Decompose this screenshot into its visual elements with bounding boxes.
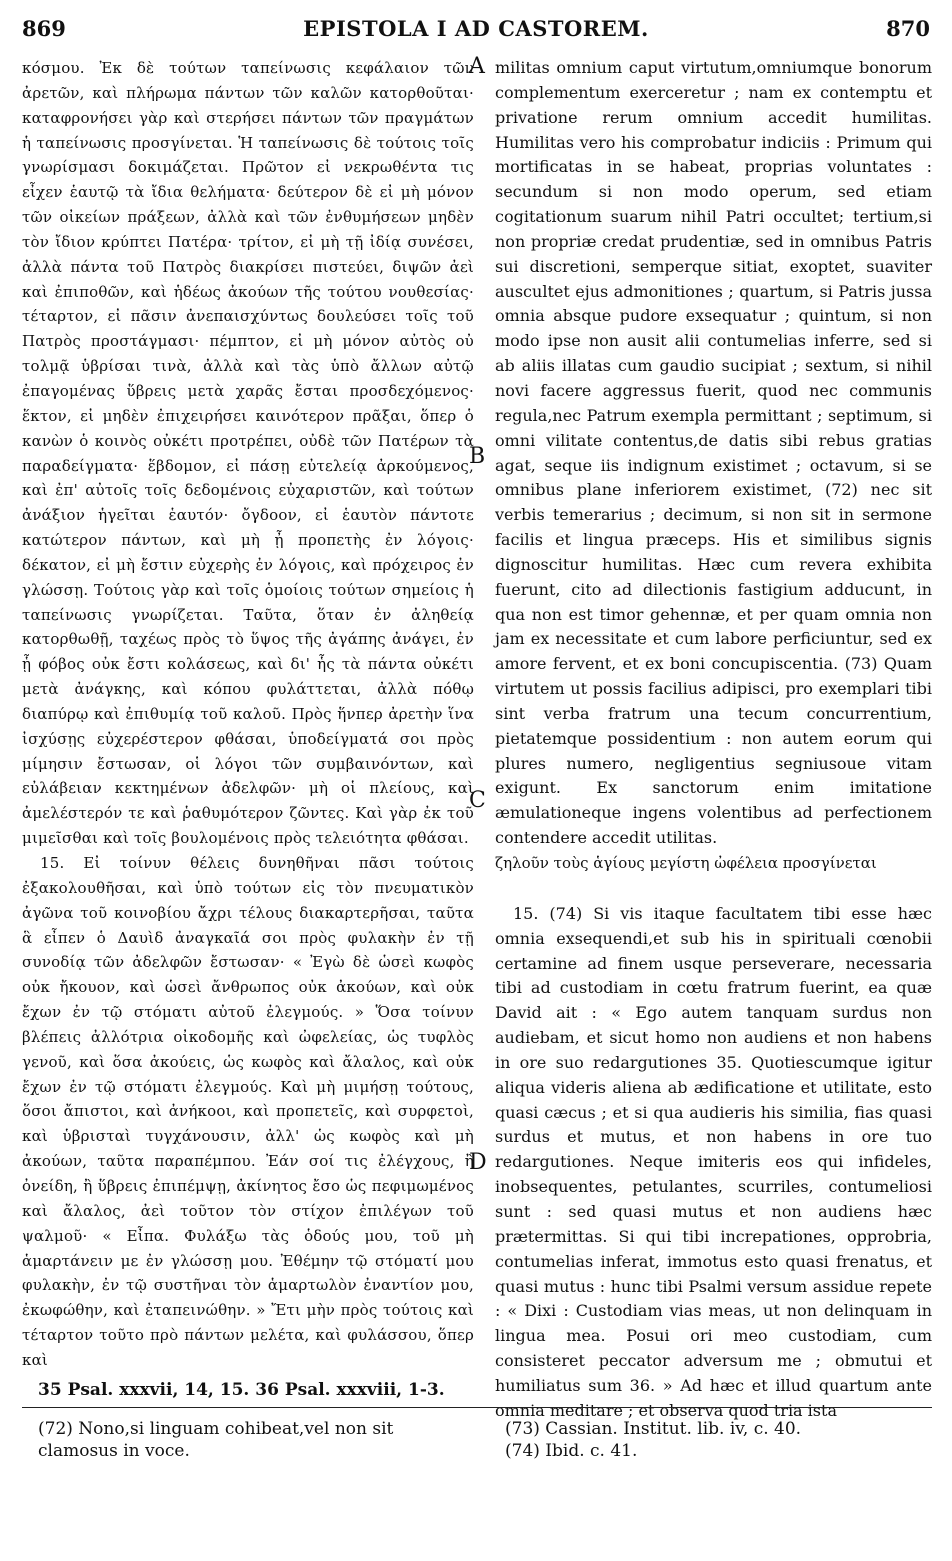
latin-greek-line: ζηλοῦν τοὺς ἁγίους μεγίστη ὠφέλεια προσγίνεται xyxy=(495,854,877,872)
running-header xyxy=(0,16,952,46)
greek-column xyxy=(22,56,474,1373)
margin-marker-d: D xyxy=(469,1150,487,1175)
footnote-74: (74) Ibid. c. 41. xyxy=(505,1441,638,1461)
footnote-73: (73) Cassian. Institut. lib. iv, c. 40. xyxy=(505,1419,802,1439)
page-number-left: 869 xyxy=(22,16,66,41)
margin-marker-a: A xyxy=(469,54,485,79)
greek-paragraph-2: 15. Εἰ τοίνυν θέλεις δυνηθῆναι πᾶσι τούτοις ἐξακολουθῆσαι, καὶ ὑπὸ τούτων εἰς τὸν πνευματικὸν ἀγῶνα τοῦ κοινοβίου ἄχρι τέλους διακαρτερῆσαι, ταῦτα ἃ εἶπεν ὁ Δαυὶδ ἀναγκαῖά σοι πρὸς φυλακὴν ἐν τῇ συνοδίᾳ τῶν ἀδελφῶν ἔστωσαν· « Ἐγὼ δὲ ὡσεὶ κωφὸς οὐκ ἤκουον, καὶ ὡσεὶ ἄνθρωπος οὐκ ἀκούων, καὶ οὐκ ἔχων ἐν τῷ στόματι αὐτοῦ ἐλεγμούς. » Ὅσα τοίνυν βλέπεις ἀλλότρια οἰκοδομῆς καὶ ὠφελείας, ὡς τυφλὸς γενοῦ, καὶ ὅσα ἀκούεις, ὡς κωφὸς καὶ ἄλαλος, καὶ οὐκ ἔχων ἐν τῷ στόματι ἐλεγμούς. Καὶ μὴ μιμήσῃ τούτους, ὅσοι ἄπιστοι, καὶ ἀνήκοοι, καὶ προπετεῖς, καὶ συρφετοὶ, καὶ ὑβρισταὶ τυγχάνουσιν, ἀλλ' ὡς κωφὸς καὶ μὴ ἀκούων, ταῦτα παραπέμπου. Ἐάν σοί τις ἐλέγχους, ἢ ὀνείδη, ἢ ὕβρεις ἐπιπέμψῃ, ἀκίνητος ἔσο ὡς πεφιμωμένος καὶ ἄλαλος, ἀεὶ τοῦτον τὸν στίχον ἐπιλέγων τοῦ ψαλμοῦ· « Εἶπα. Φυλάξω τὰς ὁδούς μου, τοῦ μὴ ἁμαρτάνειν με ἐν γλώσσῃ μου. Ἐθέμην τῷ στόματί μου φυλακὴν, ἐν τῷ συστῆναι τὸν ἁμαρτωλὸν ἐναντίον μου, ἐκωφώθην, καὶ ἐταπεινώθην. » Ἔτι μὴν πρὸς τούτοις καὶ τέταρτον τοῦτο πρὸ πάντων μελέτα, καὶ φυλάσσου, ὅπερ καὶ xyxy=(22,854,474,1369)
latin-paragraph-1: militas omnium caput virtutum,omniumque bonorum complementum exerceretur ; nam ex contemptu et privatione rerum omnium accedit humilitas. Humilitas vero his comprobatur indiciis : Primum qui mortificatas in se habeat, proprias voluntates : secundum si non modo operum, sed etiam cogitationum suarum nihil Patri occultet; tertium,si non propriæ credat prudentiæ, sed in omnibus Patris sui discretioni, semperque sitiat, exoptet, suaviter auscultet ejus admonitiones ; quartum, si Patris jussa omnia absque pudore exsequatur ; quintum, si non modo ipse non ausit alii contumelias inferre, sed si ab aliis illatas cum gaudio sucipiat ; sextum, si nihil novi facere aggressus fuerit, quod nec communis regula,nec Patrum exempla permittant ; septimum, si omni vilitate contentus,de datis sibi rebus gratias agat, seque iis indignum existimet ; octavum, si se omnibus plane inferiorem existimet, (72) nec sit verbis temerarius ; decimum, si non sit in sermone facilis et lingua præceps. His et similibus signis dignoscitur humilitas. Hæc cum revera exhibita fuerunt, cito ad dilectionis fastigium adducunt, in qua non est timor gehennæ, et per quam omnia non jam ex necessitate et cum labore perficiuntur, sed ex amore fervent, et ex boni concupiscentia. (73) Quam virtutem ut possis facilius adipisci, pro exemplari tibi sint verba fratrum una tecum concurrentium, pietatemque possidentium : non autem eorum qui plures numero, negligentius segniusoue vitam exigunt. Ex sanctorum enim imitatione æmulationeque ingens volentibus ad perfectionem contendere accedit utilitas. xyxy=(495,58,932,848)
footnotes-left xyxy=(38,1418,468,1462)
latin-paragraph-2: 15. (74) Si vis itaque facultatem tibi esse hæc omnia exsequendi,et sub his in spirituali cœnobii certamine ad finem usque perseverare, necessaria tibi ad custodiam in cœtu fratrum fuerint, ea quæ David ait : « Ego autem tanquam surdus non audiebam, et sicut homo non audiens et non habens in ore suo redargutiones 35. Quotiescumque igitur aliqua videris aliena ab ædificatione et utilitate, esto quasi cæcus ; et si qua audieris his similia, fias quasi surdus et mutus, et non habens in ore tuo redargutiones. Neque imiteris eos qui infideles, inobsequentes, petulantes, scurriles, contumeliosi sunt : sed quasi mutus et non audiens hæc prætermittas. Si qui tibi increpationes, opprobria, contumelias inferat, immotus esto quasi frenatus, et quasi mutus : hunc tibi Psalmi versum assidue repete : « Dixi : Custodiam vias meas, ut non delinquam in lingua mea. Posui ori meo custodiam, cum consisteret peccator adversum me ; obmutui et humiliatus sum 36. » Ad hæc et illud quartum ante omnia meditare ; et observa quod tria ista xyxy=(495,903,932,1420)
greek-paragraph-1: κόσμου. Ἐκ δὲ τούτων ταπείνωσις κεφάλαιον τῶν ἀρετῶν, καὶ πλήρωμα πάντων τῶν καλῶν κατορθοῦται· καταφρονήσει γὰρ καὶ στερήσει πάντων τῶν πραγμάτων ἡ ταπείνωσις προσγίνεται. Ἡ ταπείνωσις δὲ τούτοις τοῖς γνωρίσμασι δοκιμάζεται. Πρῶτον εἰ νεκρωθέντα τις εἶχεν ἑαυτῷ τὰ ἴδια θελήματα· δεύτερον δὲ εἰ μὴ μόνον τῶν οἰκείων πράξεων, ἀλλὰ καὶ τῶν ἐνθυμήσεων μηδὲν τὸν ἴδιον κρύπτει Πατέρα· τρίτον, εἰ μὴ τῇ ἰδίᾳ συνέσει, ἀλλὰ πάντα τοῦ Πατρὸς διακρίσει πιστεύει, διψῶν ἀεὶ καὶ ἐπιποθῶν, καὶ ἡδέως ἀκούων τῆς τούτου νουθεσίας· τέταρτον, εἰ πᾶσιν ἀνεπαισχύντως δουλεύσει τοῖς τοῦ Πατρὸς προστάγμασι· πέμπτον, εἰ μὴ μόνον αὐτὸς οὐ τολμᾷ ὑβρίσαι τινὰ, ἀλλὰ καὶ τὰς ὑπὸ ἄλλων αὐτῷ ἐπαγομένας ὕβρεις μετὰ χαρᾶς ἔσται προσδεχόμενος· ἕκτον, εἰ μηδὲν ἐπιχειρήσει καινότερον πρᾶξαι, ὅπερ ὁ κανὼν ὁ κοινὸς οὐκέτι προτρέπει, οὐδὲ τῶν Πατέρων τὰ παραδείγματα· ἕβδομον, εἰ πάσῃ εὐτελείᾳ ἀρκούμενος, καὶ ἐπ' αὐτοῖς τοῖς δεδομένοις εὐχαριστῶν, καὶ τούτων ἀνάξιον ἡγεῖται ἑαυτόν· ὄγδοον, εἰ ἑαυτὸν πάντοτε κατώτερον πάντων, καὶ μὴ ᾖ προπετὴς ἐν λόγοις· δέκατον, εἰ μὴ ἔστιν εὐχερὴς ἐν λόγοις, καὶ πρόχειρος ἐν γλώσσῃ. Τούτοις γὰρ καὶ τοῖς ὁμοίοις τούτων σημείοις ἡ ταπείνωσις γνωρίζεται. Ταῦτα, ὅταν ἐν ἀληθείᾳ κατορθωθῇ, ταχέως πρὸς τὸ ὕψος τῆς ἀγάπης ἀνάγει, ἐν ᾗ φόβος οὐκ ἔστι κολάσεως, καὶ δι' ἧς τὰ πάντα οὐκέτι μετὰ ἀνάγκης, καὶ κόπου φυλάττεται, ἀλλὰ πόθῳ διαπύρῳ καὶ ἐπιθυμίᾳ τοῦ καλοῦ. Πρὸς ἥνπερ ἀρετὴν ἵνα ἰσχύσῃς εὐχερέστερον φθάσαι, ὑποδείγματά σοι πρὸς μίμησιν ἔστωσαν, οἱ λόγοι τῶν συμβαινόντων, καὶ εὐλάβειαν κεκτημένων ἀδελφῶν· μὴ οἱ πλείους, καὶ ἀμελέστερόν τε καὶ ῥαθυμότερον ζῶντες. Καὶ γὰρ ἐκ τοῦ μιμεῖσθαι καὶ τοῖς βουλομένοις πρὸς τελειότητα φθάσαι. xyxy=(22,59,474,848)
scripture-references: 35 Psal. xxxvii, 14, 15. 36 Psal. xxxviii, 1-3. xyxy=(38,1380,445,1400)
footnote-divider xyxy=(22,1407,932,1408)
footnote-72: (72) Nono,si linguam cohibeat,vel non sit clamosus in voce. xyxy=(38,1419,394,1461)
running-title: EPISTOLA I AD CASTOREM. xyxy=(303,16,649,41)
footnotes-right xyxy=(505,1418,925,1462)
page-number-right: 870 xyxy=(886,16,930,41)
latin-column xyxy=(495,56,932,1424)
margin-marker-c: C xyxy=(469,788,486,813)
margin-marker-b: B xyxy=(469,444,486,469)
